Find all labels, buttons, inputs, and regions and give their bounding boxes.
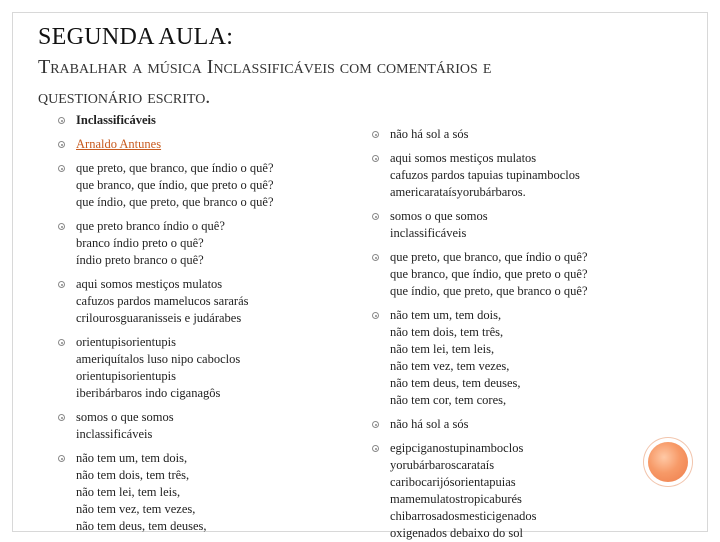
list-item-text: aqui somos mestiços mulatos cafuzos pardos tapuias tupinamboclos americarataísyorubárbaros. [390,151,580,199]
list-item [370,150,670,201]
decorative-orb-icon [648,442,688,482]
song-title: Inclassificáveis [76,113,156,127]
bullet-icon [58,281,65,288]
slide-subtitle-line-1: Trabalhar a música Inclassificáveis com comentários e [38,56,492,78]
list-item [370,440,670,542]
list-item [370,126,670,143]
list-item [56,160,356,211]
list-item-text: somos o que somos inclassificáveis [390,209,488,240]
bullet-icon [372,131,379,138]
left-column [56,112,356,535]
list-item [56,136,356,153]
right-column [370,126,670,542]
list-item-text: que preto, que branco, que índio o quê? que branco, que índio, que preto o quê? que índio, que preto, que branco o quê? [390,250,588,298]
bullet-icon [372,254,379,261]
list-item-text: aqui somos mestiços mulatos cafuzos pardos mamelucos sararás crilourosguaranisseis e judárabes [76,277,249,325]
bullet-icon [372,421,379,428]
list-item [56,334,356,402]
bullet-icon [58,165,65,172]
list-item-text: não há sol a sós [390,417,469,431]
list-item-text: não tem um, tem dois, não tem dois, tem três, não tem lei, tem leis, não tem vez, tem vezes, não tem deus, tem deuses, [76,451,207,533]
list-item-text: não tem um, tem dois, não tem dois, tem três, não tem lei, tem leis, não tem vez, tem vezes, não tem deus, tem deuses, não tem cor, tem cores, [390,308,521,407]
bullet-icon [372,445,379,452]
list-item [56,409,356,443]
title-block [38,22,678,112]
list-item [56,112,356,129]
author-link[interactable]: Arnaldo Antunes [76,137,162,151]
list-item [56,450,356,535]
bullet-icon [58,455,65,462]
bullet-icon [58,339,65,346]
list-item [56,276,356,327]
slide-title: SEGUNDA AULA: [38,24,234,50]
bullet-icon [372,213,379,220]
bullet-icon [372,155,379,162]
list-item-text: que preto, que branco, que índio o quê? que branco, que índio, que preto o quê? que índio, que preto, que branco o quê? [76,161,274,209]
list-item [370,416,670,433]
list-item-text: egipciganostupinamboclos yorubárbaroscarataís caribocarijósorientapuias mamemulatostropicaburés chibarrosadosmesticigenados oxigenados debaixo do sol [390,441,537,540]
bullet-icon [58,117,65,124]
bullet-icon [372,312,379,319]
bullet-icon [58,223,65,230]
list-item [370,307,670,409]
slide-subtitle-line-2: questionário escrito. [38,86,211,108]
list-item [56,218,356,269]
list-item-text: que preto branco índio o quê? branco índio preto o quê? índio preto branco o quê? [76,219,225,267]
list-item [370,249,670,300]
list-item-text: orientupisorientupis ameriquítalos luso nipo caboclos orientupisorientupis iberibárbaros indo ciganagôs [76,335,241,400]
list-item-text: somos o que somos inclassificáveis [76,410,174,441]
list-item-text: não há sol a sós [390,127,469,141]
bullet-icon [58,141,65,148]
bullet-icon [58,414,65,421]
list-item [370,208,670,242]
